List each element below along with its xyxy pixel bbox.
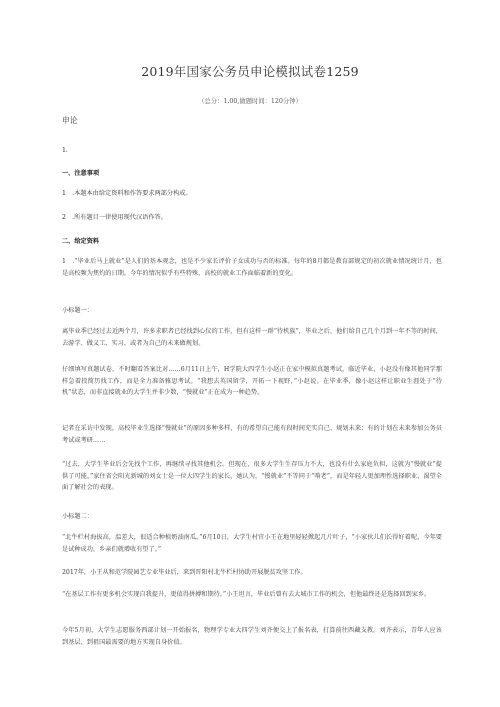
paragraph-8: 今年5月初，大学生志愿服务西部计划一开始报名，物理学专业大四学生刘齐便交上了报名表，打算前往西藏支教。刘齐表示，青年人应该到基层、到祖国最需要的地方实现自身价值。	[62, 627, 442, 646]
paragraph-7: “在基层工作有更多机会实现自我提升，更值得拼搏和期待。”小王坦言，毕业后曾有去大城市工作的机会，但他最终还是选择回到家乡。	[62, 591, 431, 598]
paragraph-5: “北牛栏村海拔高，温差大，很适合种植奶油南瓜。”6月10日，大学生村官小王在地里轻轻掀起几片叶子，“小家伙儿们长得好着呢，今年要是试种成功，乡亲们就增收有望了。”	[62, 534, 442, 553]
paragraph-1: 离毕业季已经过去近两个月，许多求职者已经找到心仪的工作，但有这样一群“待机族”，毕业之后，他们给自己几个月到一年不等的时间，去游学、做义工、实习，或者为自己的未来做规划。	[62, 328, 442, 347]
subtitle-two: 小标题二：	[62, 513, 93, 520]
score-time-info: （总分：1.00,做题时间：120分钟）	[198, 98, 302, 105]
paragraph-4: “过去，大学生毕业后会先找个工作，再继续寻找其他机会。但现在，很多大学生生存压力不大，也没有什么家庭负担，这就为“慢就业”提供了可能。”家住省会阳光新城的刘女士是一位大四学生的家长，她认为，“慢就业”不等同于“啃老”，而是年轻人更加理性选择职业、渴望全面了解社会的表现。	[62, 461, 442, 492]
notice-item-1: 1 .本题本由给定资料和作答要求两部分构成。	[62, 190, 192, 197]
document-title: 2019年国家公务员申论模拟试卷1259	[141, 64, 359, 79]
question-number: 1.	[62, 147, 68, 154]
materials-heading: 二、给定资料	[62, 238, 100, 245]
paragraph-3: 记者在采访中发现，高校毕业生选择“慢就业”的原因多种多样，有的希望自己能有段时间充实自己、规划未来；有的计划在未来参加公务员考试或考研……	[62, 425, 442, 444]
notice-heading: 一、注意事项	[62, 170, 100, 177]
paragraph-2: 仔细填写真题试卷，不时翻看答案比对……6月11日上午，H学院大四学生小赵正在家中模拟真题考试，临近毕业，小赵没有像其他同学那样急着投简历找工作，而是全力准备雅思考试。“我想去英国留学，开拓一下视野，”小赵说。在毕业季，像小赵这样让职业生涯处于“待机”状态，而非直接就业的大学生并非少数，“慢就业”正在成为一种趋势。	[62, 366, 442, 397]
notice-item-2: 2 .所有题目一律使用现代汉语作答。	[62, 214, 167, 221]
paragraph-6: 2017年，小王从和范学院园艺专业毕业后，来到晋阳村北牛栏村协助开展脱贫攻坚工作。	[62, 569, 307, 576]
material-paragraph-1: 1 .“毕业后马上就业”是人们的基本观念，也是不少家长评价子女成功与否的标准。每年的8月都是教育部规定的初次就业情况统计月，也是高校频为焦灼的日期。今年的情况似乎有些特殊，高校的就业工作面临着新的变化。	[62, 258, 442, 277]
subject-label: 申论	[62, 116, 78, 125]
subtitle-one: 小标题一：	[62, 307, 93, 314]
